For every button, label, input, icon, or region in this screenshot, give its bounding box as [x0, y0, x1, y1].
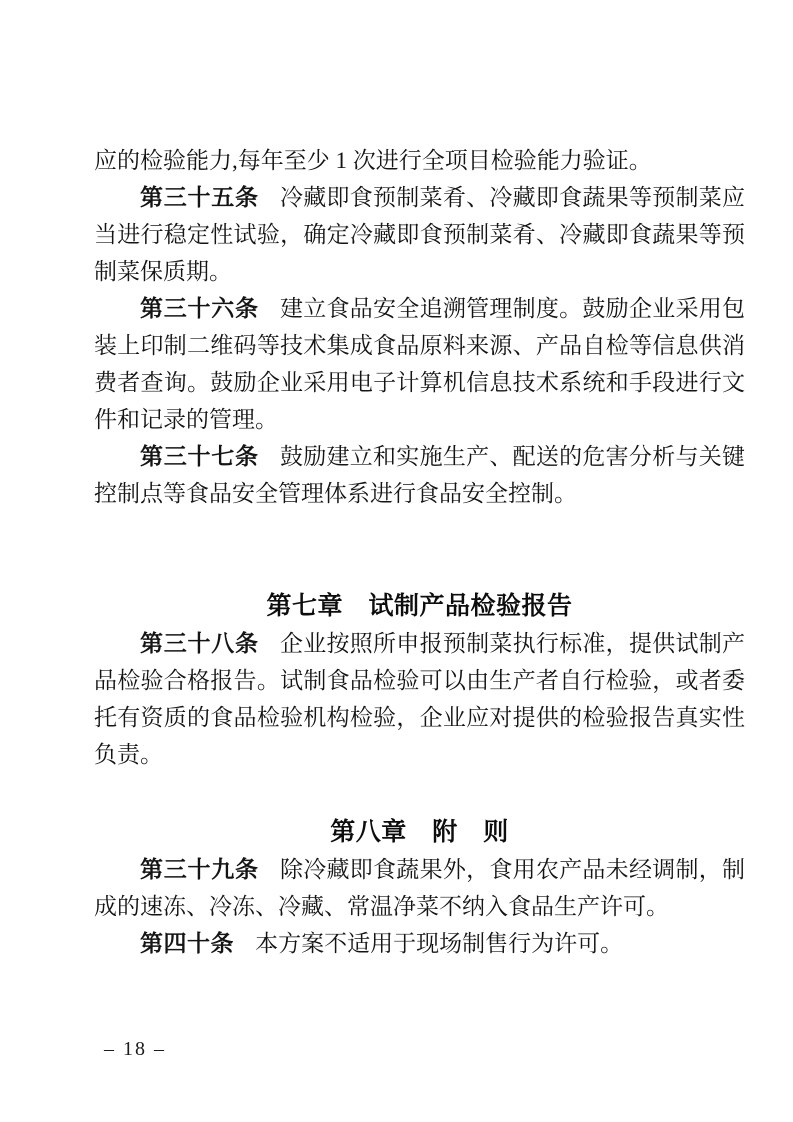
article-36 [94, 290, 745, 438]
article-36-text: 建立食品安全追溯管理制度。鼓励企业采用包装上印制二维码等技术集成食品原料来源、产品自检等信息供消费者查询。鼓励企业采用电子计算机信息技术系统和手段进行文件和记录的管理。 [94, 296, 746, 432]
article-36-number: 第三十六条 [140, 295, 259, 321]
paragraph-continuation: 应的检验能力,每年至少 1 次进行全项目检验能力验证。 [94, 148, 652, 173]
article-35 [94, 179, 745, 290]
chapter-8-heading: 第八章 附 则 [330, 818, 509, 846]
chapter-7-heading: 第七章 试制产品检验报告 [266, 592, 573, 620]
article-38-number: 第三十八条 [140, 630, 259, 656]
article-39 [94, 851, 745, 925]
article-40 [94, 925, 745, 962]
article-38 [94, 625, 745, 773]
article-40-text: 本方案不适用于现场制售行为许可。 [255, 931, 624, 956]
article-38-text: 企业按照所申报预制菜执行标准，提供试制产品检验合格报告。试制食品检验可以由生产者自行检验，或者委托有资质的食品检验机构检验，企业应对提供的检验报告真实性负责。 [94, 631, 746, 767]
document-content [94, 142, 745, 962]
article-37 [94, 438, 745, 512]
article-35-text: 冷藏即食预制菜肴、冷藏即食蔬果等预制菜应当进行稳定性试验，确定冷藏即食预制菜肴、冷藏即食蔬果等预制菜保质期。 [94, 185, 746, 284]
article-37-number: 第三十七条 [140, 443, 259, 469]
page-number: – 18 – [104, 1038, 166, 1060]
article-39-text: 除冷藏即食蔬果外，食用农产品未经调制，制成的速冻、冷冻、冷藏、常温净菜不纳入食品生产许可。 [94, 857, 746, 919]
article-39-number: 第三十九条 [140, 856, 259, 882]
article-37-text: 鼓励建立和实施生产、配送的危害分析与关键控制点等食品安全管理体系进行食品安全控制。 [94, 444, 746, 506]
article-35-number: 第三十五条 [140, 184, 259, 210]
article-40-number: 第四十条 [140, 930, 234, 956]
